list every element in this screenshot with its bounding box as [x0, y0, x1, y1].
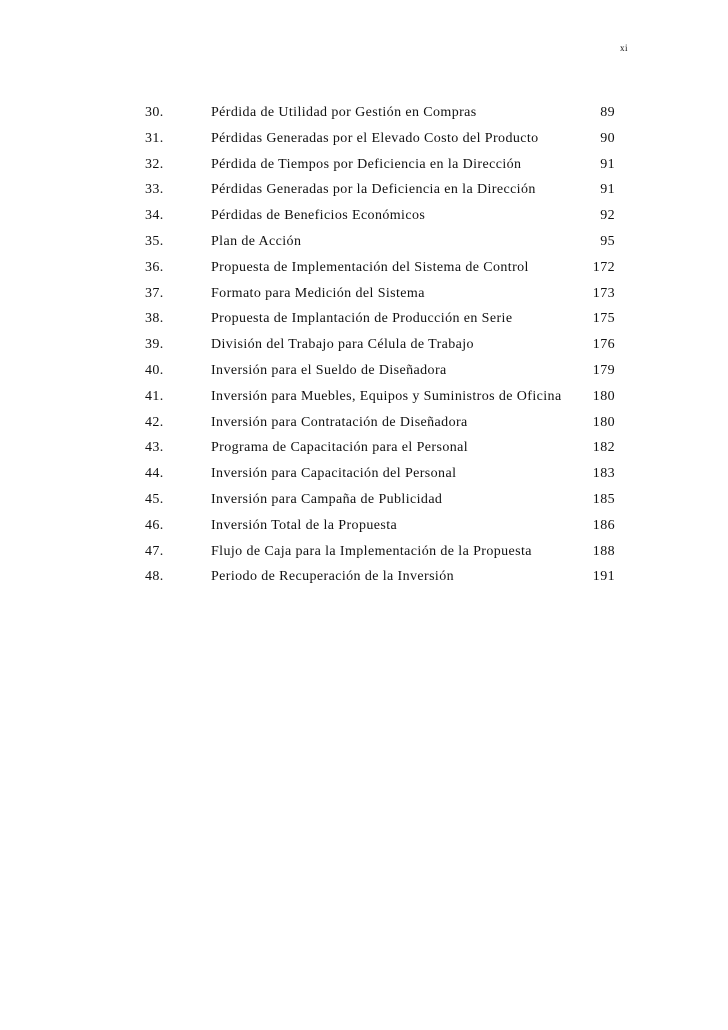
entry-number: 45.	[145, 491, 164, 507]
entry-title: Plan de Acción	[211, 233, 302, 249]
entry-title: Pérdidas de Beneficios Económicos	[211, 208, 426, 224]
entry-page: 180	[592, 388, 615, 404]
entry-page: 191	[592, 569, 615, 585]
entry-title: Inversión Total de la Propuesta	[211, 517, 398, 533]
entry-page: 186	[592, 517, 615, 533]
entry-number: 34.	[145, 208, 164, 224]
entry-number: 42.	[145, 414, 164, 430]
entry-page: 182	[592, 440, 615, 456]
toc-entry	[145, 543, 615, 569]
entry-title: Pérdidas Generadas por la Deficiencia en la Dirección	[211, 182, 536, 198]
entry-number: 39.	[145, 337, 164, 353]
entry-title: Inversión para Muebles, Equipos y Suministros de Oficina	[211, 388, 562, 404]
entry-number: 38.	[145, 311, 164, 327]
entry-number: 33.	[145, 182, 164, 198]
toc-entry	[145, 388, 615, 414]
entry-title: Propuesta de Implantación de Producción en Serie	[211, 311, 513, 327]
toc-entry	[145, 310, 615, 336]
entry-number: 30.	[145, 105, 164, 120]
entry-number: 36.	[145, 259, 164, 275]
entry-title: Propuesta de Implementación del Sistema de Control	[211, 259, 529, 275]
entry-title: Pérdida de Tiempos por Deficiencia en la Dirección	[211, 156, 522, 172]
entry-page: 188	[592, 543, 615, 559]
entry-number: 41.	[145, 388, 164, 404]
entry-page: 91	[600, 182, 615, 198]
entry-number: 48.	[145, 569, 164, 585]
entry-title: Periodo de Recuperación de la Inversión	[211, 569, 455, 585]
toc-entry	[145, 517, 615, 543]
entry-number: 37.	[145, 285, 164, 301]
toc-entry	[145, 465, 615, 491]
entry-title: Inversión para Campaña de Publicidad	[211, 491, 443, 507]
entry-number: 44.	[145, 466, 164, 482]
toc-entry	[145, 233, 615, 259]
toc-entry	[145, 568, 615, 594]
entry-number: 43.	[145, 440, 164, 456]
toc-entry	[145, 181, 615, 207]
table-of-contents	[145, 104, 615, 594]
toc-entry	[145, 259, 615, 285]
entry-title: Pérdidas Generadas por el Elevado Costo del Producto	[211, 130, 539, 146]
toc-entry	[145, 414, 615, 440]
entry-page: 176	[592, 337, 615, 353]
entry-title: Inversión para Contratación de Diseñadora	[211, 414, 468, 430]
entry-number: 47.	[145, 543, 164, 559]
entry-title: Pérdida de Utilidad por Gestión en Compras	[211, 105, 477, 120]
entry-page: 172	[592, 259, 615, 275]
toc-entry	[145, 336, 615, 362]
entry-number: 46.	[145, 517, 164, 533]
entry-title: Inversión para el Sueldo de Diseñadora	[211, 362, 447, 378]
toc-entry	[145, 362, 615, 388]
page-number: xi	[619, 43, 628, 53]
entry-page: 183	[592, 466, 615, 482]
entry-title: División del Trabajo para Célula de Trabajo	[211, 337, 474, 353]
toc-entry	[145, 104, 615, 130]
entry-page: 89	[600, 105, 615, 120]
toc-entry	[145, 439, 615, 465]
toc-entry	[145, 156, 615, 182]
entry-title: Flujo de Caja para la Implementación de la Propuesta	[211, 543, 532, 559]
entry-title: Inversión para Capacitación del Personal	[211, 466, 457, 482]
entry-number: 32.	[145, 156, 164, 172]
entry-page: 175	[592, 311, 615, 327]
entry-page: 90	[600, 130, 615, 146]
entry-title: Formato para Medición del Sistema	[211, 285, 425, 301]
toc-entry	[145, 285, 615, 311]
entry-title: Programa de Capacitación para el Personal	[211, 440, 469, 456]
entry-page: 91	[600, 156, 615, 172]
entry-page: 92	[600, 208, 615, 224]
toc-entry	[145, 207, 615, 233]
entry-number: 31.	[145, 130, 164, 146]
toc-entry	[145, 491, 615, 517]
entry-page: 180	[592, 414, 615, 430]
entry-page: 173	[592, 285, 615, 301]
entry-number: 40.	[145, 362, 164, 378]
entry-number: 35.	[145, 233, 164, 249]
toc-entry	[145, 130, 615, 156]
entry-page: 179	[592, 362, 615, 378]
entry-page: 185	[592, 491, 615, 507]
entry-page: 95	[600, 233, 615, 249]
